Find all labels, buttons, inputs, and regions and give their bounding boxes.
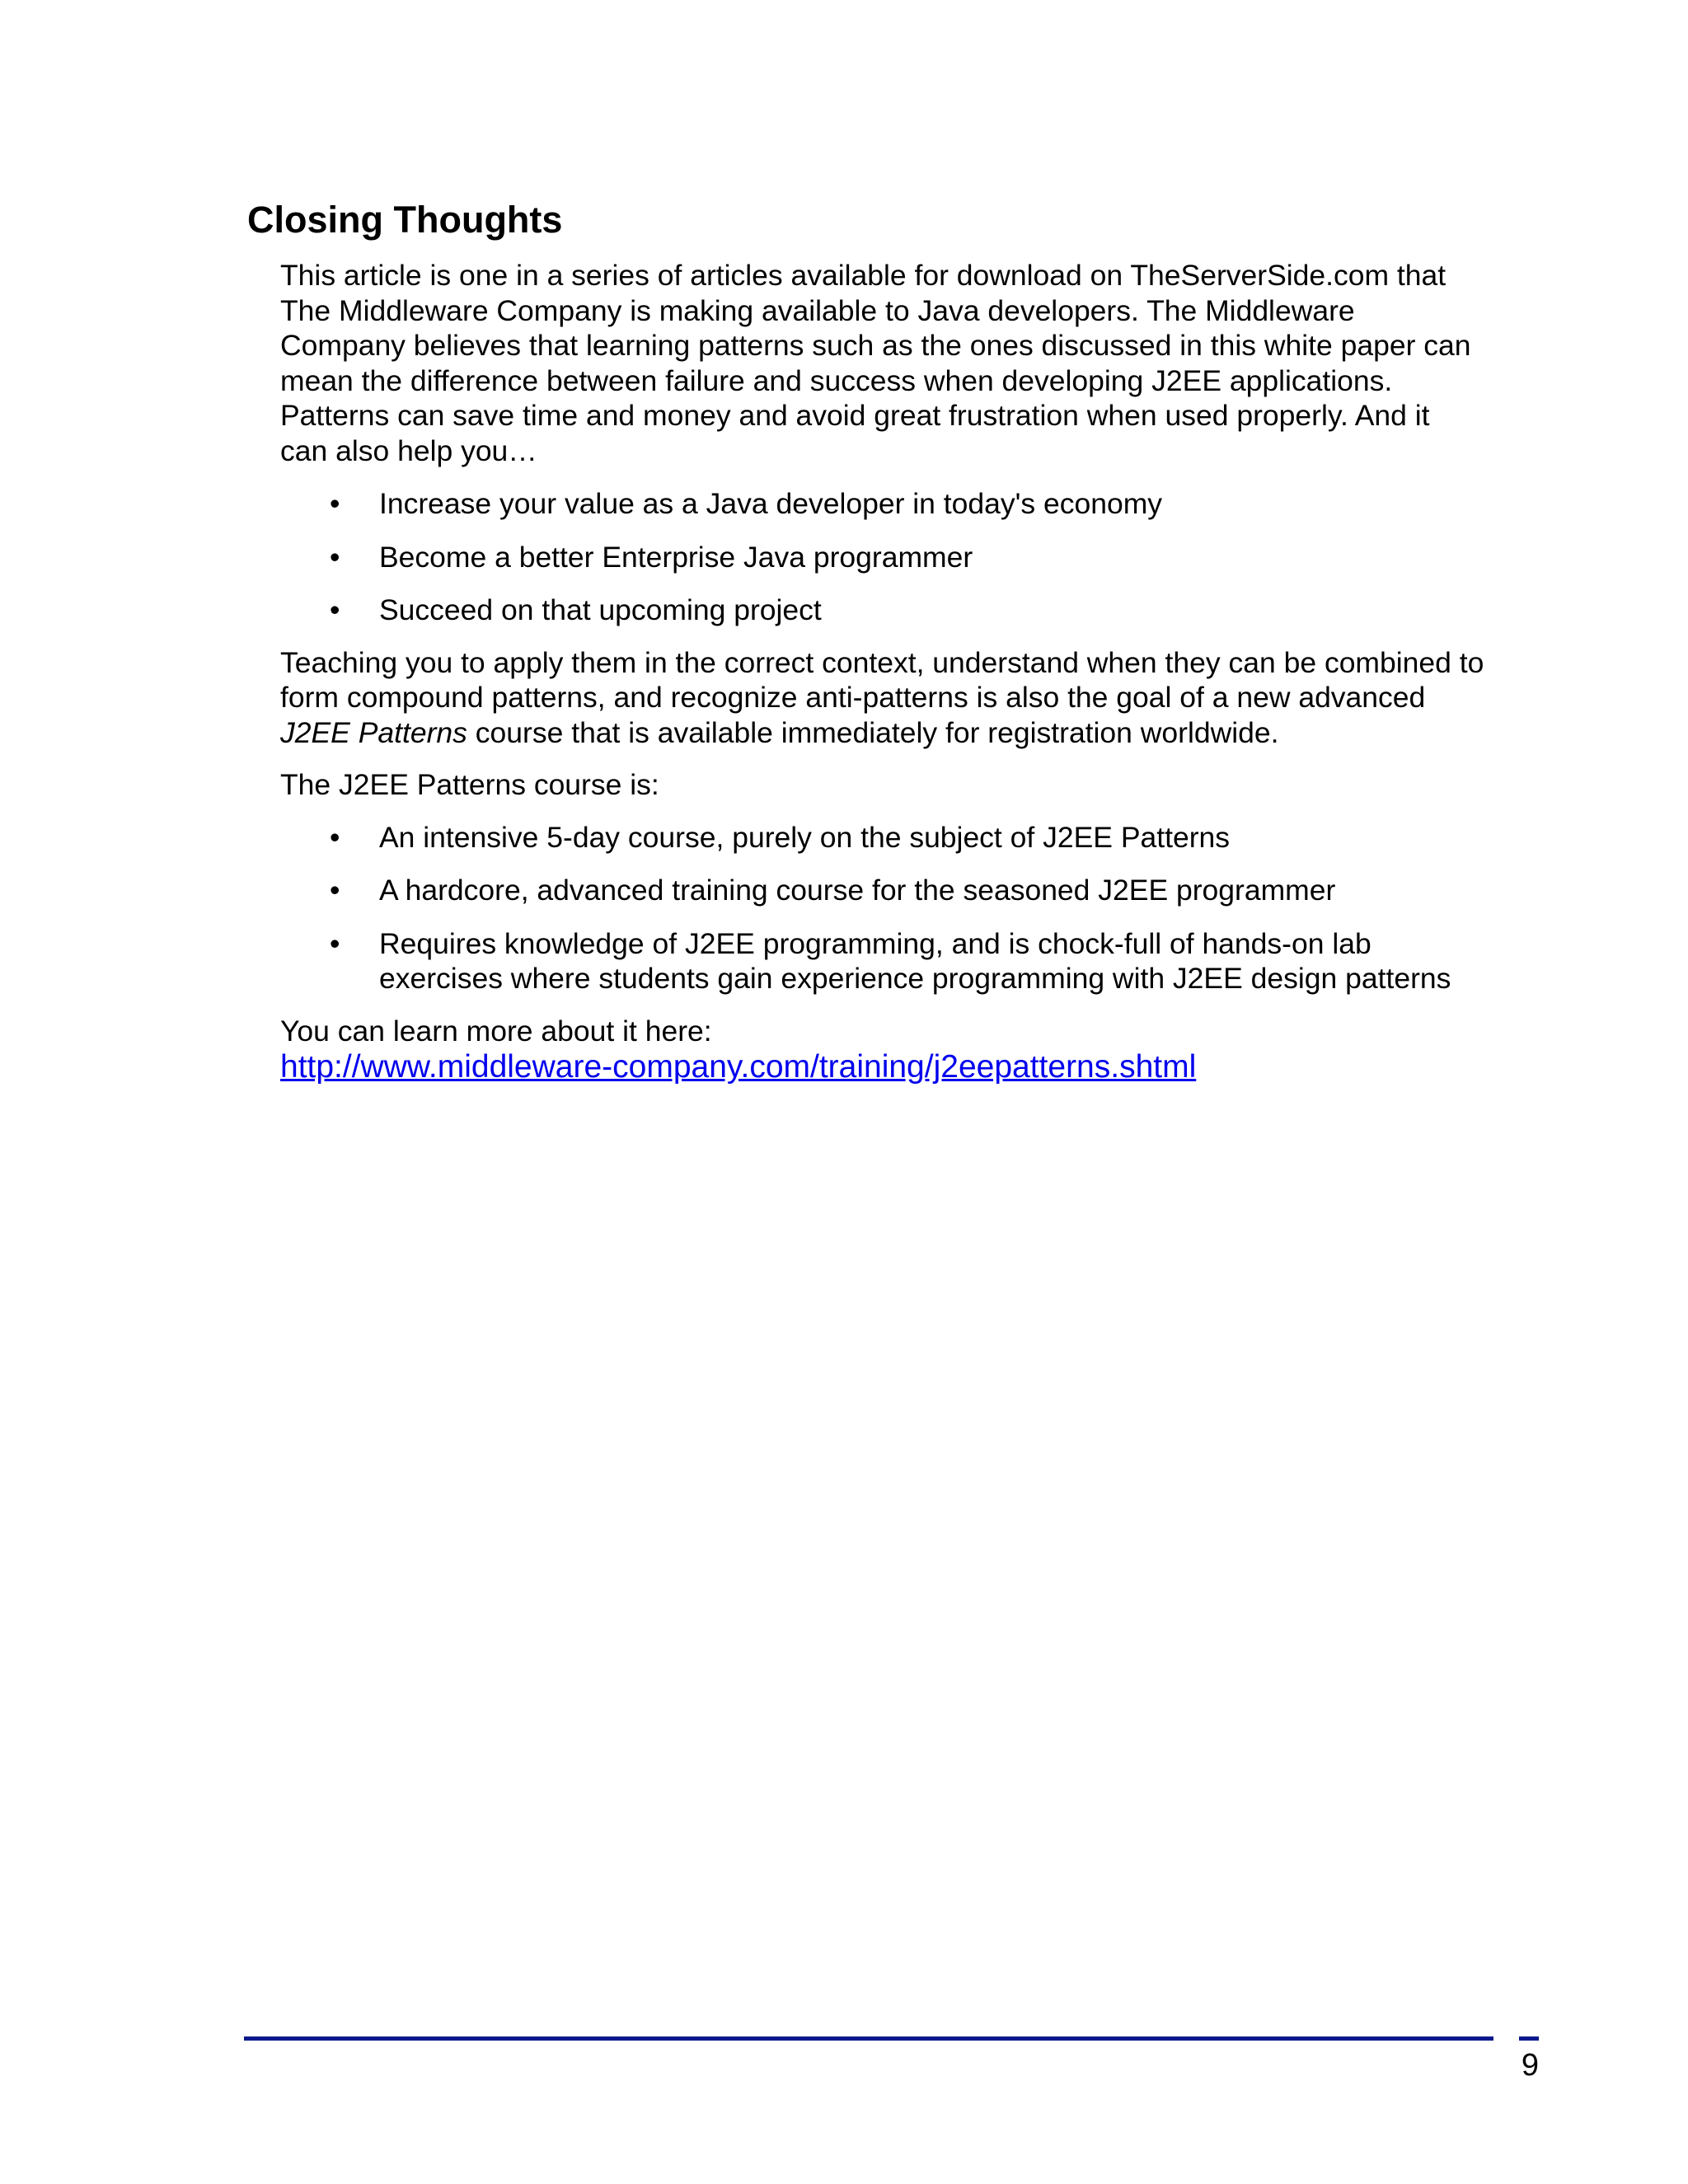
bullet-icon: •	[330, 926, 340, 960]
intro-line: mean the difference between failure and success when developing J2EE applications.	[280, 363, 1393, 397]
more-info-paragraph	[280, 1014, 1550, 1087]
benefits-list	[280, 486, 1550, 628]
teaching-line: form compound patterns, and recognize anti-patterns is also the goal of a new advanced	[280, 681, 1426, 714]
list-item	[280, 540, 1550, 575]
list-item	[280, 926, 1550, 996]
teaching-paragraph	[280, 645, 1550, 751]
list-item	[280, 873, 1550, 908]
course-link[interactable]: http://www.middleware-company.com/training/j2eepatterns.shtml	[280, 1049, 1197, 1085]
footer-rule-segment	[1519, 2036, 1539, 2041]
bullet-icon: •	[330, 540, 340, 574]
course-name: J2EE Patterns	[280, 715, 467, 749]
list-item	[280, 820, 1550, 855]
intro-line: This article is one in a series of articles available for download on TheServerSide.com that	[280, 259, 1447, 292]
bullet-icon: •	[330, 874, 340, 907]
list-item-text: Requires knowledge of J2EE programming, and is chock-full of hands-on lab	[379, 926, 1372, 960]
section-body	[280, 258, 1550, 1086]
list-item-text: exercises where students gain experience programming with J2EE design patterns	[379, 962, 1451, 995]
intro-line: Patterns can save time and money and avoid great frustration when used properly. And it	[280, 399, 1430, 432]
intro-line: Company believes that learning patterns such as the ones discussed in this white paper can	[280, 329, 1471, 362]
teaching-line: Teaching you to apply them in the correct context, understand when they can be combined to	[280, 645, 1484, 679]
course-intro: The J2EE Patterns course is:	[280, 768, 659, 801]
list-item-text: Increase your value as a Java developer in today's economy	[379, 487, 1163, 520]
list-item-text: A hardcore, advanced training course for the seasoned J2EE programmer	[379, 874, 1336, 907]
list-item-text: Become a better Enterprise Java programmer	[379, 540, 973, 574]
list-item	[280, 593, 1550, 628]
intro-line: The Middleware Company is making available to Java developers. The Middleware	[280, 293, 1355, 327]
list-item-text: An intensive 5-day course, purely on the subject of J2EE Patterns	[379, 820, 1231, 854]
bullet-icon: •	[330, 820, 340, 854]
footer-rule	[244, 2036, 1493, 2041]
bullet-icon: •	[330, 487, 340, 520]
intro-paragraph	[280, 258, 1550, 468]
more-info-text: You can learn more about it here:	[280, 1014, 712, 1047]
course-list	[280, 820, 1550, 996]
list-item-text: Succeed on that upcoming project	[379, 593, 822, 626]
intro-line: can also help you…	[280, 434, 537, 467]
teaching-line: course that is available immediately for registration worldwide.	[467, 715, 1279, 749]
page-number: 9	[1521, 2048, 1539, 2083]
list-item	[280, 486, 1550, 522]
bullet-icon: •	[330, 593, 340, 626]
section-heading: Closing Thoughts	[247, 199, 563, 241]
